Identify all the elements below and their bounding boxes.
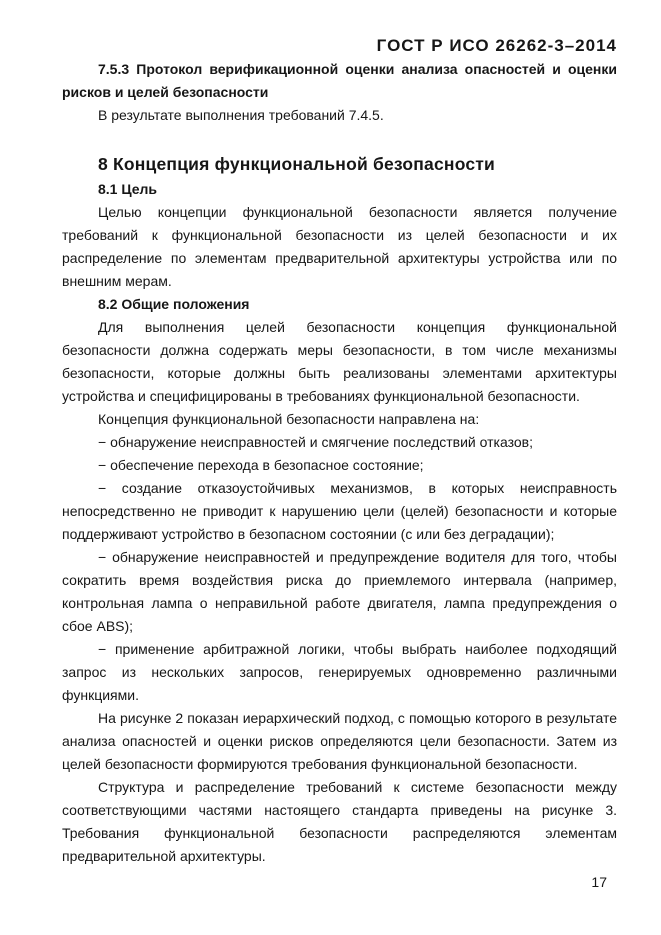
clause-8-2-paragraph-3: Структура и распределение требований к системе безопасности между соответствующими частями настоящего стандарта приведены на рисунке 3. Требования функциональной безопасности распределяются элементам предварительной архитектуры. [62,779,617,864]
chapter-8-title: 8 Концепция функциональной безопасности [98,154,496,174]
list-item-driver-warning: − обнаружение неисправностей и предупреждение водителя для того, чтобы сократить время воздействия риска до приемлемого интервала (например, контрольная лампа о неправильной работе двигателя, лампа предупреждения о сбое ABS); [62,549,617,634]
page-number: 17 [591,874,607,890]
list-item-arbitration-logic: − применение арбитражной логики, чтобы выбрать наиболее подходящий запрос из нескольких запросов, генерируемых одновременно различными функциями. [62,641,617,703]
list-item-fault-tolerance: − создание отказоустойчивых механизмов, в которых неисправность непосредственно не приводит к нарушению цели (целей) безопасности и которые поддерживают устройство в безопасном состоянии (с или без деградации); [62,480,617,542]
clause-7-5-3-body: В результате выполнения требований 7.4.5. [98,107,384,123]
clause-8-1-body: Целью концепции функциональной безопасности является получение требований к функциональной безопасности из целей безопасности и их распределение по элементам предварительной архитектуры устройства или по внешним мерам. [62,204,617,289]
running-header-document-code: ГОСТ Р ИСО 26262-3–2014 [376,36,617,55]
clause-8-2-paragraph-2: На рисунке 2 показан иерархический подход, с помощью которого в результате анализа опасностей и оценки рисков определяются цели безопасности. Затем из целей безопасности формируются требования функциональной безопасности. [62,710,617,772]
list-item-fault-detection: − обнаружение неисправностей и смягчение последствий отказов; [98,434,533,450]
list-item-safe-state: − обеспечение перехода в безопасное состояние; [98,457,424,473]
page-content [62,58,617,868]
clause-8-1-heading: 8.1 Цель [98,181,158,197]
clause-8-2-list-intro: Концепция функциональной безопасности направлена на: [98,411,480,427]
clause-7-5-3-heading: 7.5.3 Протокол верификационной оценки анализа опасностей и оценки рисков и целей безопасности [62,61,617,100]
clause-8-2-heading: 8.2 Общие положения [98,296,250,312]
clause-8-2-paragraph-1: Для выполнения целей безопасности концепция функциональной безопасности должна содержать меры безопасности, в том числе механизмы безопасности, которые должны быть реализованы элементами архитектуры устройства и специфицированы в требованиях функциональной безопасности. [62,319,617,404]
